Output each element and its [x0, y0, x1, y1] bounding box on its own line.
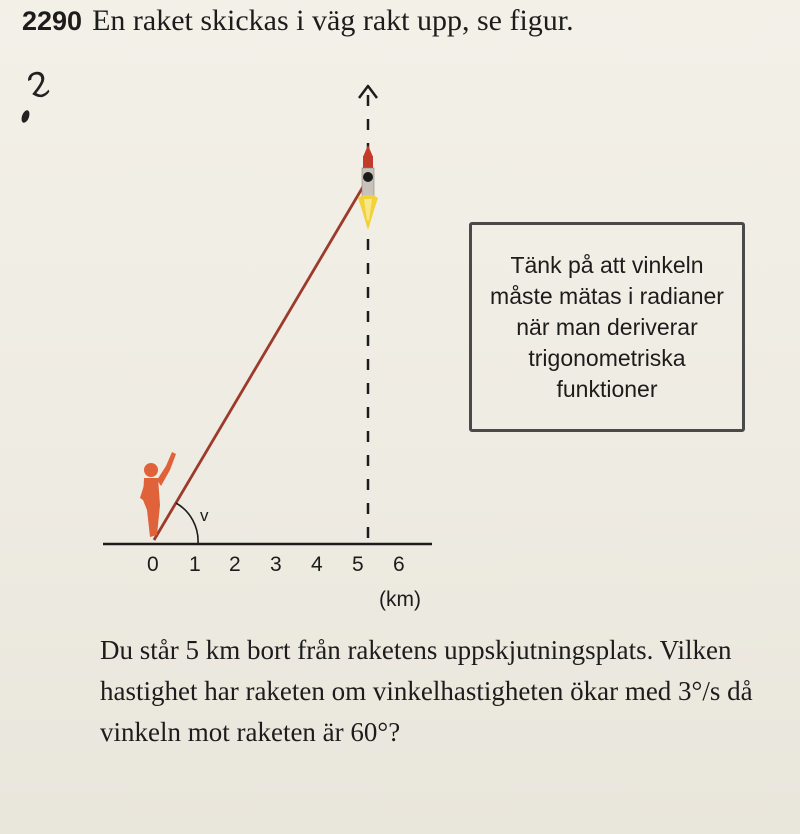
person-icon	[140, 452, 176, 537]
angle-label: v	[200, 506, 209, 525]
sight-line	[154, 180, 367, 540]
x-tick-label: 5	[352, 553, 364, 576]
hint-text: Tänk på att vinkeln måste mätas i radianer när man deriverar trigonometriska funktioner	[490, 251, 724, 402]
x-tick-label: 3	[270, 553, 282, 576]
x-tick-label: 0	[147, 553, 159, 576]
x-tick-label: 1	[189, 553, 201, 576]
x-tick-label: 4	[311, 553, 323, 576]
x-tick-label: 6	[393, 553, 405, 576]
x-tick-label: 2	[229, 553, 241, 576]
question-text: Du står 5 km bort från raketens uppskjutningsplats. Vilken hastighet har raketen om vinkelhastigheten ökar med 3°/s då vinkeln mot raketen är 60°?	[100, 635, 753, 747]
hint-box	[469, 222, 745, 432]
angle-arc	[176, 503, 198, 544]
problem-number: 2290	[22, 6, 83, 36]
problem-intro: En raket skickas i väg rakt upp, se figur.	[92, 4, 574, 37]
handwritten-mark: ϩ	[19, 57, 53, 103]
x-unit-label: (km)	[379, 588, 421, 611]
